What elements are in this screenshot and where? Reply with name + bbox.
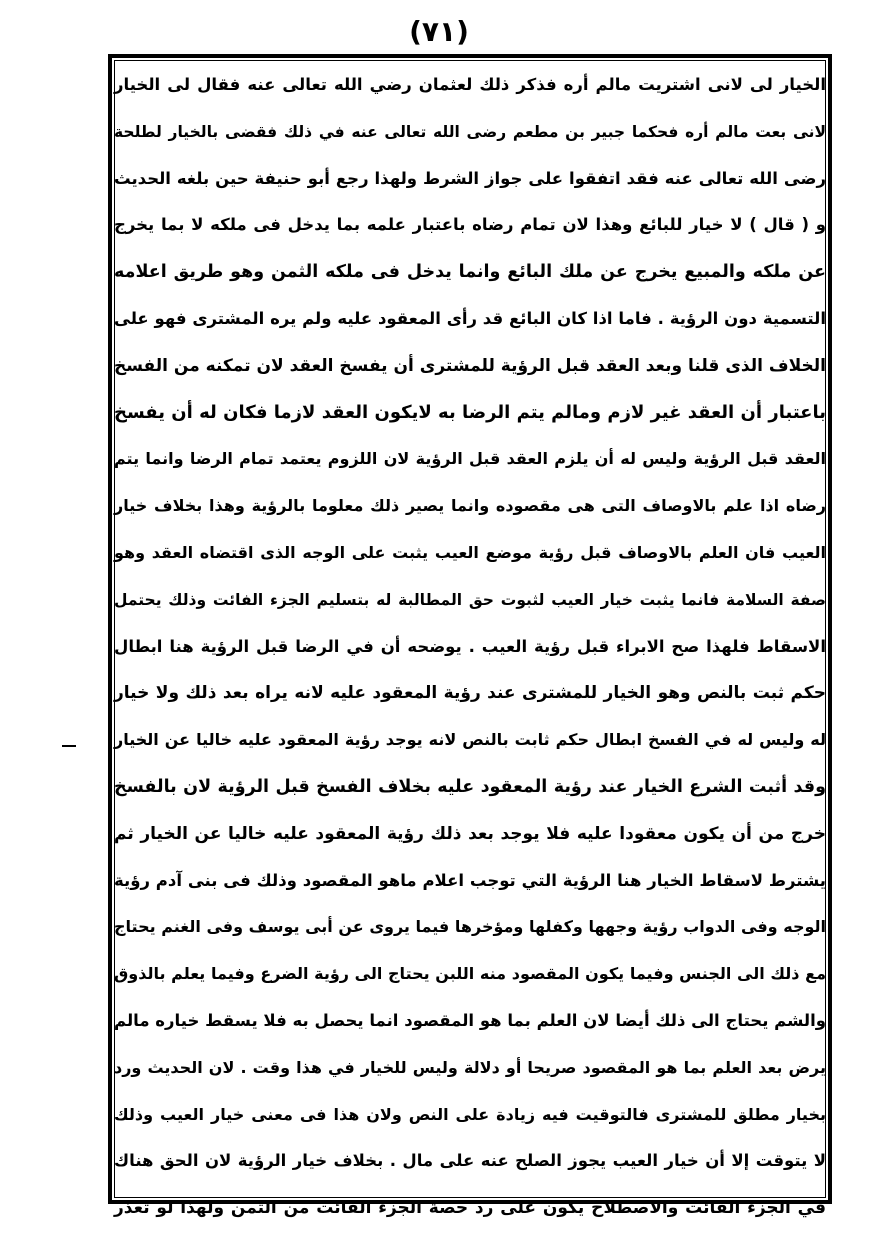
text-line: مع ذلك الى الجنس وفيما يكون المقصود منه اللبن يحتاج الى رؤية الضرع وفيما يعلم بالذوق (114, 964, 826, 984)
text-line: الوجه وفى الدواب رؤية وجهها وكفلها ومؤخرها فيما يروى عن أبى يوسف وفى الغنم يحتاج (114, 917, 826, 937)
text-line: رضاه اذا علم بالاوصاف التى هى مقصوده وانما يصير ذلك معلوما بالرؤية وهذا بخلاف خيار (114, 496, 826, 516)
text-line: بخيار مطلق للمشترى فالتوقيت فيه زيادة على النص ولان هذا فى معنى خيار العيب وذلك (114, 1104, 826, 1124)
text-line: الخلاف الذى قلنا وبعد العقد قبل الرؤية للمشترى أن يفسخ العقد لان تمكنه من الفسخ (114, 355, 826, 376)
text-line: لا يتوقت إلا أن خيار العيب يجوز الصلح عنه على مال . بخلاف خيار الرؤية لان الحق هناك (114, 1151, 826, 1171)
text-line: و ( قال ) لا خيار للبائع وهذا لان تمام رضاه باعتبار علمه بما يدخل فى ملكه لا بما يخرج (114, 215, 826, 235)
text-line: وقد أثبت الشرع الخيار عند رؤية المعقود عليه بخلاف الفسخ قبل الرؤية لان بالفسخ (114, 776, 826, 797)
margin-mark (62, 745, 76, 747)
text-line: العقد قبل الرؤية وليس له أن يلزم العقد قبل الرؤية لان اللزوم يعتمد تمام الرضا وانما يتم (114, 449, 826, 469)
page-number: (٧١) (409, 15, 469, 48)
text-line: رضى الله تعالى عنه فقد اتفقوا على جواز الشرط ولهذا رجع أبو حنيفة حين بلغه الحديث (114, 168, 826, 188)
text-line: صفة السلامة فانما يثبت خيار العيب لثبوت حق المطالبة له بتسليم الجزء الفائت وذلك يحتمل (114, 590, 826, 609)
text-line: الاسقاط فلهذا صح الابراء قبل رؤية العيب . يوضحه أن في الرضا قبل الرؤية هنا ابطال (114, 636, 826, 656)
text-line: في الجزء الفائت والاصطلاح يكون على رد حصة الجزء الفائت من الثمن ولهذا لو تعذر (114, 1198, 826, 1219)
text-line: له وليس له في الفسخ ابطال حكم ثابت بالنص لانه يوجد رؤية المعقود عليه خاليا عن الخيار (114, 730, 826, 750)
text-line: حكم ثبت بالنص وهو الخيار للمشترى عند رؤية المعقود عليه لانه يراه بعد ذلك ولا خيار (114, 683, 826, 704)
text-line: لانى بعت مالم أره فحكما جبير بن مطعم رضى الله تعالى عنه في ذلك فقضى بالخيار لطلحة (114, 122, 826, 141)
text-line: الخيار لى لانى اشتريت مالم أره فذكر ذلك لعثمان رضي الله تعالى عنه فقال لى الخيار (114, 75, 826, 94)
text-line: عن ملكه والمبيع يخرج عن ملك البائع وانما يدخل فى ملكه الثمن وهو طريق اعلامه (114, 262, 826, 283)
text-line: خرج من أن يكون معقودا عليه فلا يوجد بعد ذلك رؤية المعقود عليه خاليا عن الخيار ثم (114, 823, 826, 844)
text-line: باعتبار أن العقد غير لازم ومالم يتم الرضا به لايكون العقد لازما فكان له أن يفسخ (114, 401, 826, 423)
text-line: التسمية دون الرؤية . فاما اذا كان البائع قد رأى المعقود عليه ولم يره المشترى فهو على (114, 308, 826, 328)
text-body (112, 62, 828, 1219)
text-line: والشم يحتاج الى ذلك أيضا لان العلم بما هو المقصود انما يحصل به فلا يسقط خياره مالم (114, 1010, 826, 1030)
text-line: العيب فان العلم بالاوصاف قبل رؤية موضع العيب يثبت على الوجه الذى اقتضاه العقد وهو (114, 542, 826, 562)
text-line: يرض بعد العلم بما هو المقصود صريحا أو دلالة وليس للخيار في هذا وقت . لان الحديث ورد (114, 1057, 826, 1077)
text-line: يشترط لاسقاط الخيار هنا الرؤية التي توجب اعلام ماهو المقصود وذلك فى بنى آدم رؤية (114, 870, 826, 890)
